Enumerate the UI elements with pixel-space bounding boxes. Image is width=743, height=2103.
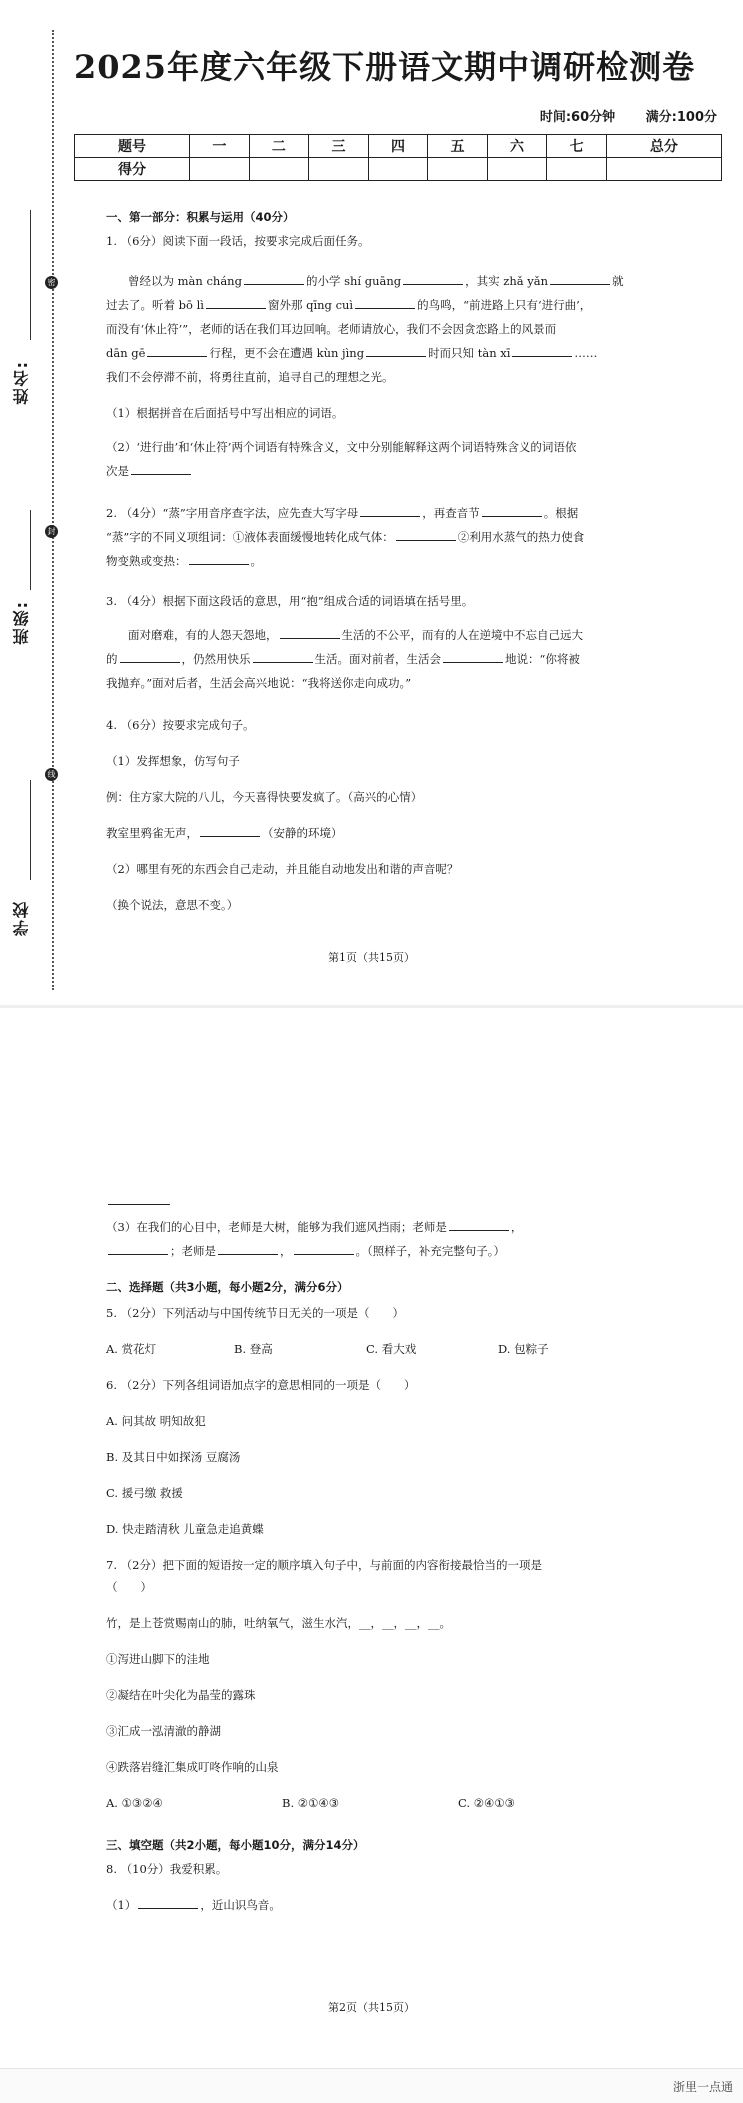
exam-time: 时间:60分钟 — [539, 110, 616, 125]
answer-blank[interactable] — [131, 462, 191, 475]
name-underline — [30, 210, 31, 340]
question-2-line-1: 2. （4分）“蒸”字用音序查字法，应先查大写字母 ，再查音节 。根据 — [106, 506, 579, 520]
seal-mark-xian: 线 — [45, 768, 58, 781]
q1-passage-line-4: dān gē 行程，更不会在遭遇 kùn jìng 时而只知 tàn xī …… — [106, 346, 598, 360]
page-number-2: 第2页（共15页） — [328, 2001, 415, 2014]
answer-blank[interactable] — [108, 1192, 170, 1205]
class-underline — [30, 510, 31, 590]
score-cell[interactable] — [487, 158, 547, 181]
q1-passage-line-3: 而没有‘休止符’”，老师的话在我们耳边回响。老师请放心，我们不会因贪恋路上的风景而 — [106, 322, 557, 336]
section-2-heading: 二、选择题（共3小题，每小题2分，满分6分） — [106, 1280, 349, 1294]
option-b[interactable]: B. 登高 — [234, 1342, 273, 1356]
q1-passage-line-1: 曾经以为 màn cháng 的小学 shí guāng ，其实 zhǎ yǎn 就 — [128, 274, 624, 288]
q1-sub-2-line-1: （2）‘进行曲’和‘休止符’两个词语有特殊含义，文中分别能解释这两个词语特殊含义的词语依 — [106, 440, 577, 454]
q4-sub-2: （2）哪里有死的东西会自己走动，并且能自动地发出和谐的声音呢？ — [106, 862, 459, 876]
exam-meta — [514, 106, 717, 125]
class-label: 班级: — [12, 600, 31, 645]
answer-blank[interactable] — [147, 344, 207, 357]
q7-item-4: ④跌落岩缝汇集成叮咚作响的山泉 — [106, 1760, 279, 1774]
question-3: 3. （4分）根据下面这段话的意思，用“抱”组成合适的词语填在括号里。 — [106, 594, 474, 608]
q7-item-1: ①泻进山脚下的洼地 — [106, 1652, 210, 1666]
answer-blank[interactable] — [512, 344, 572, 357]
exam-title: 2025年度六年级下册语文期中调研检测卷 — [74, 48, 696, 86]
answer-blank[interactable] — [189, 552, 249, 565]
q7-item-3: ③汇成一泓清澈的静湖 — [106, 1724, 221, 1738]
q1-passage-line-2: 过去了。听着 bō lì 窗外那 qīng cuì 的鸟鸣，“前进路上只有‘进行曲’， — [106, 298, 592, 312]
exam-page-2 — [0, 1008, 743, 2068]
answer-blank[interactable] — [280, 626, 340, 639]
page-number-1: 第1页（共15页） — [328, 951, 415, 964]
answer-blank[interactable] — [482, 504, 542, 517]
question-5: 5. （2分）下列活动与中国传统节日无关的一项是（ ） — [106, 1306, 404, 1320]
score-header-cell: 二 — [249, 135, 309, 158]
exam-full-score: 满分:100分 — [645, 110, 717, 125]
q8-sub-1: （1） ，近山识鸟音。 — [106, 1898, 281, 1912]
q6-option-b[interactable]: B. 及其日中如探汤 豆腐汤 — [106, 1450, 241, 1464]
name-label: 姓名: — [12, 360, 31, 405]
question-1: 1. （6分）阅读下面一段话，按要求完成后面任务。 — [106, 234, 370, 248]
option-a[interactable]: A. 赏花灯 — [106, 1342, 157, 1356]
answer-blank[interactable] — [550, 272, 610, 285]
q7-options — [106, 1794, 716, 1812]
score-cell[interactable] — [606, 158, 721, 181]
answer-blank[interactable] — [138, 1896, 198, 1909]
q6-option-a[interactable]: A. 问其故 明知故犯 — [106, 1414, 206, 1428]
score-header-cell: 三 — [309, 135, 369, 158]
exam-page-1 — [0, 0, 743, 1005]
q4-sub-1: （1）发挥想象，仿写句子 — [106, 754, 240, 768]
seal-mark-mi: 密 — [45, 276, 58, 289]
q4-example: 例：住方家大院的八儿，今天喜得快要发疯了。（高兴的心情） — [106, 790, 423, 804]
answer-blank[interactable] — [206, 296, 266, 309]
score-cell[interactable] — [547, 158, 607, 181]
q7-item-2: ②凝结在叶尖化为晶莹的露珠 — [106, 1688, 256, 1702]
score-cell[interactable] — [368, 158, 428, 181]
answer-blank[interactable] — [294, 1242, 354, 1255]
answer-blank[interactable] — [244, 272, 304, 285]
score-header-cell: 题号 — [75, 135, 190, 158]
answer-blank[interactable] — [253, 650, 313, 663]
footer-brand[interactable]: 浙里一点通 — [672, 2080, 733, 2094]
q6-option-c[interactable]: C. 援弓缴 救援 — [106, 1486, 183, 1500]
score-table — [74, 134, 722, 181]
q1-sub-1: （1）根据拼音在后面括号中写出相应的词语。 — [106, 406, 344, 420]
school-underline — [30, 780, 31, 880]
score-header-cell: 总分 — [606, 135, 721, 158]
score-header-cell: 四 — [368, 135, 428, 158]
school-label: 学校 — [12, 900, 31, 936]
binding-dotted-line — [52, 30, 54, 990]
question-8: 8. （10分）我爱积累。 — [106, 1862, 228, 1876]
answer-blank[interactable] — [366, 344, 426, 357]
option-c[interactable]: C. 看大戏 — [366, 1342, 417, 1356]
answer-blank[interactable] — [200, 824, 260, 837]
score-table-score-row — [75, 158, 722, 181]
q6-option-d[interactable]: D. 快走踏清秋 儿童急走追黄蝶 — [106, 1522, 264, 1536]
section-1-heading: 一、第一部分：积累与运用（40分） — [106, 210, 295, 224]
q3-line-1: 面对磨难，有的人怨天怨地， 生活的不公平，而有的人在逆境中不忘自己远大 — [128, 628, 583, 642]
q3-line-3: 我抛弃。”面对后者，生活会高兴地说：“我将送你走向成功。” — [106, 676, 412, 690]
option-c[interactable]: C. ②④①③ — [458, 1796, 515, 1810]
q3-line-2: 的 ，仍然用快乐 生活。面对前者，生活会 地说：“你将被 — [106, 652, 580, 666]
q7-stem: 竹，是上苍赏赐南山的肺，吐纳氧气，滋生水汽，__，__，__，__。 — [106, 1616, 451, 1630]
question-6: 6. （2分）下列各组词语加点字的意思相同的一项是（ ） — [106, 1378, 416, 1392]
question-4: 4. （6分）按要求完成句子。 — [106, 718, 255, 732]
answer-blank[interactable] — [355, 296, 415, 309]
question-7-line-2: （ ） — [106, 1580, 152, 1594]
score-table-header-row — [75, 135, 722, 158]
question-7-line-1: 7. （2分）把下面的短语按一定的顺序填入句子中，与前面的内容衔接最恰当的一项是 — [106, 1558, 542, 1572]
score-cell[interactable] — [190, 158, 250, 181]
q4-sub-2-hint: （换个说法，意思不变。） — [106, 898, 239, 912]
score-header-cell: 六 — [487, 135, 547, 158]
answer-blank[interactable] — [108, 1242, 168, 1255]
q4-fill-line: 教室里鸦雀无声， （安静的环境） — [106, 826, 343, 840]
score-cell[interactable] — [249, 158, 309, 181]
q5-options — [106, 1340, 716, 1358]
option-b[interactable]: B. ②①④③ — [282, 1796, 340, 1810]
q4-sub-2-answer-line — [106, 1192, 716, 1210]
score-header-cell: 七 — [547, 135, 607, 158]
q4-sub-3-line-1: （3）在我们的心目中，老师是大树，能够为我们遮风挡雨；老师是 ， — [106, 1220, 523, 1234]
section-3-heading: 三、填空题（共2小题，每小题10分，满分14分） — [106, 1838, 365, 1852]
q4-sub-3-line-2: ；老师是 ， 。（照样子，补充完整句子。） — [106, 1242, 716, 1260]
seal-mark-feng: 封 — [45, 525, 58, 538]
answer-blank[interactable] — [396, 528, 456, 541]
answer-blank[interactable] — [449, 1218, 509, 1231]
score-cell[interactable] — [428, 158, 488, 181]
answer-blank[interactable] — [360, 504, 420, 517]
q1-sub-2-line-2: 次是 — [106, 462, 716, 480]
answer-blank[interactable] — [443, 650, 503, 663]
score-header-cell: 一 — [190, 135, 250, 158]
score-cell[interactable] — [309, 158, 369, 181]
answer-blank[interactable] — [403, 272, 463, 285]
q1-passage-line-5: 我们不会停滞不前，将勇往直前，追寻自己的理想之光。 — [106, 370, 394, 384]
question-2-line-3: 物变熟或变热： 。 — [106, 554, 262, 568]
footer-bar — [0, 2068, 743, 2103]
option-d[interactable]: D. 包粽子 — [498, 1342, 549, 1356]
option-a[interactable]: A. ①③②④ — [106, 1796, 163, 1810]
score-row-label: 得分 — [75, 158, 190, 181]
question-2-line-2: “蒸”字的不同义项组词：①液体表面缓慢地转化成气体： ②利用水蒸气的热力使食 — [106, 530, 585, 544]
answer-blank[interactable] — [120, 650, 180, 663]
score-header-cell: 五 — [428, 135, 488, 158]
answer-blank[interactable] — [218, 1242, 278, 1255]
